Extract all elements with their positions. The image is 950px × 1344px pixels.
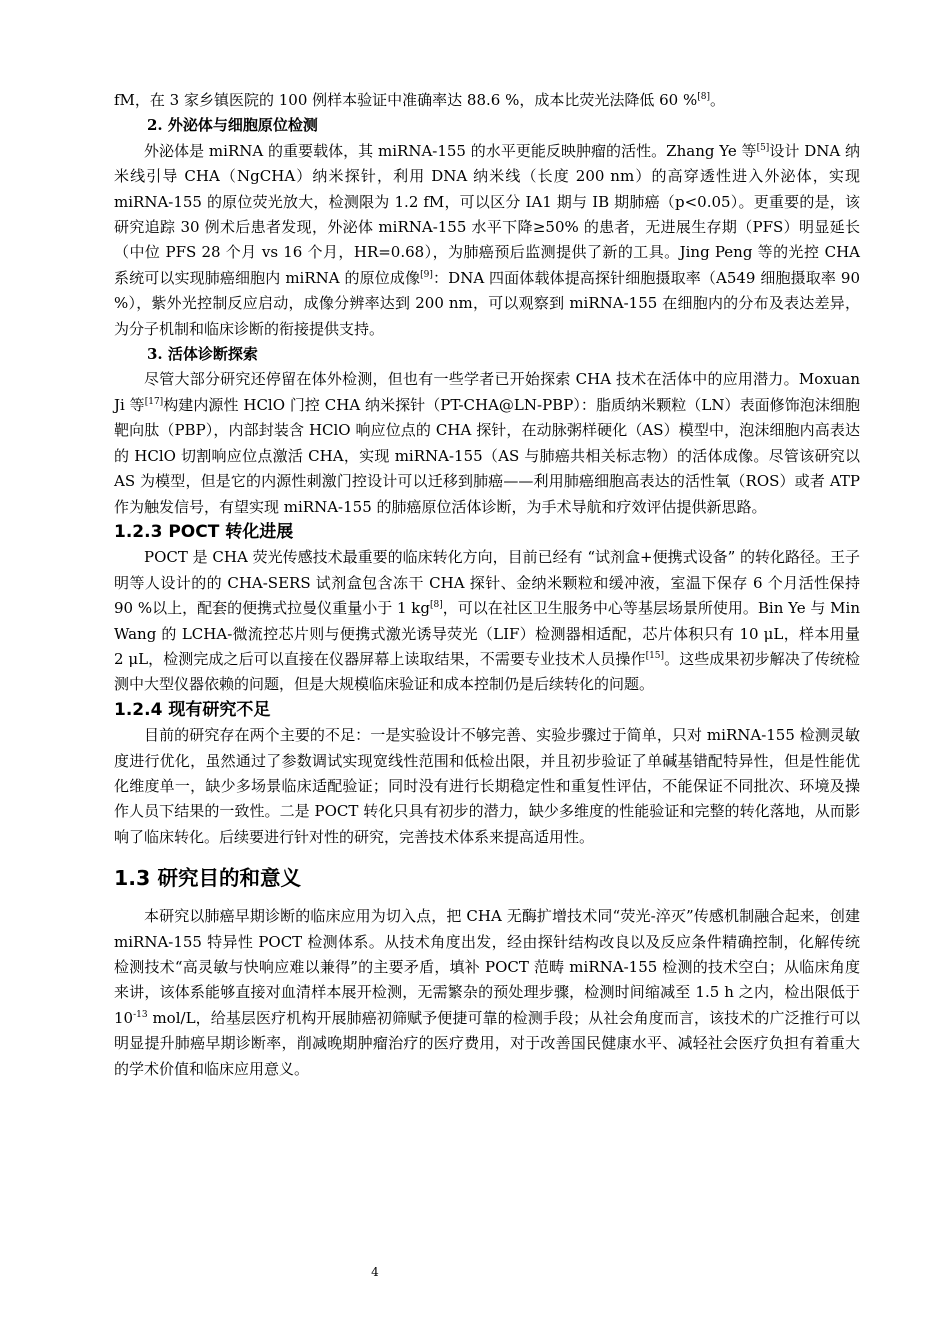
citation: [15] xyxy=(645,650,665,661)
paragraph-aims: 本研究以肺癌早期诊断的临床应用为切入点，把 CHA 无酶扩增技术同“荧光-淬灭”传感机制融合起来，创建 miRNA-155 特异性 POCT 检测体系。从技术角度出发，经由探针结构改良以及反应条件精确控制，化解传统检测技术“高灵敏与快响应难以兼得”的主要矛盾，填补 POCT 范畴 miRNA-155 检测的技术空白；从临床角度来讲，该体系能够直接对血清样本展开检测，无需繁杂的预处理步骤，检测时间缩减至 1.5 h 之内，检出限低于 $10^{-13}$ mol/L，给基层医疗机构开展肺癌初筛赋予便捷可靠的检测手段；从社会角度而言，该技术的广泛推行可以明显提升肺癌早期诊断率，削减晚期肿瘤治疗的医疗费用，对于改善国民健康水平、减轻社会医疗负担有着重大的学术价值和临床应用意义。 xyxy=(114,907,860,1078)
page-number: 4 xyxy=(371,1265,379,1279)
citation: [8] xyxy=(430,600,443,611)
subheading-in-vivo: 3. 活体诊断探索 xyxy=(147,345,258,364)
section-heading-poct: 1.2.3 POCT 转化进展 xyxy=(114,521,294,542)
paragraph-exosome: 外泌体是 miRNA 的重要载体，其 miRNA-155 的水平更能反映肿瘤的活性。Zhang Ye 等[5]设计 DNA 纳米线引导 CHA（NgCHA）纳米探针，利用 DNA 纳米线（长度 200 nm）的高穿透性进入外泌体，实现 miRNA-155 的原位荧光放大，检测限为 1.2 fM，可以区分 IA1 期与 IB 期肺癌（p<0.05）。更重要的是，该研究追踪 30 例术后患者发现，外泌体 miRNA-155 水平下降≥50% 的患者，无进展生存期（PFS）明显延长（中位 PFS 28 个月 vs 16 个月，HR=0.68），为肺癌预后监测提供了新的工具。Jing Peng 等的光控 CHA 系统可以实现肺癌细胞内 miRNA 的原位成像[9]：DNA 四面体载体提高探针细胞摄取率（A549 细胞摄取率 90 %），紫外光控制反应启动，成像分辨率达到 200 nm，可以观察到 miRNA-155 在细胞内的分布及表达差异，为分子机制和临床诊断的衔接提供支持。 xyxy=(114,141,860,338)
citation: [9] xyxy=(420,269,433,280)
citation: [17] xyxy=(144,396,164,407)
citation: [5] xyxy=(756,142,770,153)
page-content xyxy=(114,88,860,1082)
chapter-heading-aims: 1.3 研究目的和意义 xyxy=(114,866,301,891)
paragraph-in-vivo: 尽管大部分研究还停留在体外检测，但也有一些学者已开始探索 CHA 技术在活体中的应用潜力。Moxuan Ji 等[17]构建内源性 HClO 门控 CHA 纳米探针（PT-CHA@LN-PBP）：脂质纳米颗粒（LN）表面修饰泡沫细胞靶向肽（PBP），内部封装含 HClO 响应位点的 CHA 探针，在动脉粥样硬化（AS）模型中，泡沫细胞内高表达的 HClO 切割响应位点激活 CHA，实现 miRNA-155（AS 与肺癌共相关标志物）的活体成像。尽管该研究以 AS 为模型，但是它的内源性刺激门控设计可以迁移到肺癌——利用肺癌细胞高表达的活性氧（ROS）或者 ATP 作为触发信号，有望实现 miRNA-155 的肺癌原位活体诊断，为手术导航和疗效评估提供新思路。 xyxy=(114,370,860,516)
section-heading-gaps: 1.2.4 现有研究不足 xyxy=(114,699,271,720)
citation: [8] xyxy=(697,92,710,102)
subheading-exosome: 2. 外泌体与细胞原位检测 xyxy=(147,116,318,135)
paragraph-poct: POCT 是 CHA 荧光传感技术最重要的临床转化方向，目前已经有 “试剂盒+便携式设备” 的转化路径。王子明等人设计的的 CHA-SERS 试剂盒包含冻干 CHA 探针、金纳米颗粒和缓冲液，室温下保存 6 个月活性保持 90 %以上，配套的便携式拉曼仪重量小于 1 kg[8]，可以在社区卫生服务中心等基层场景所使用。Bin Ye 与 Min Wang 的 LCHA-微流控芯片则与便携式激光诱导荧光（LIF）检测器相适配，芯片体积只有 10 μL，样本用量 2 μL，检测完成之后可以直接在仪器屏幕上读取结果，不需要专业技术人员操作[15]。这些成果初步解决了传统检测中大型仪器依赖的问题，但是大规模临床验证和成本控制仍是后续转化的问题。 xyxy=(114,548,861,694)
paragraph-gaps: 目前的研究存在两个主要的不足：一是实验设计不够完善、实验步骤过于简单，只对 miRNA-155 检测灵敏度进行优化，虽然通过了参数调试实现宽线性范围和低检出限，并且初步验证了单碱基错配特异性，但是性能优化维度单一，缺少多场景临床适配验证；同时没有进行长期稳定性和重复性评估，不能保证不同批次、环境及操作人员下结果的一致性。二是 POCT 转化只具有初步的潜力，缺少多维度的性能验证和完整的转化落地，从而影响了临床转化。后续要进行针对性的研究，完善技术体系来提高适用性。 xyxy=(114,726,860,846)
superscript-exponent: -13 xyxy=(133,1009,148,1020)
paragraph-continuation: fM，在 3 家乡镇医院的 100 例样本验证中准确率达 88.6 %，成本比荧光法降低 60 %[8]。 xyxy=(114,91,725,109)
